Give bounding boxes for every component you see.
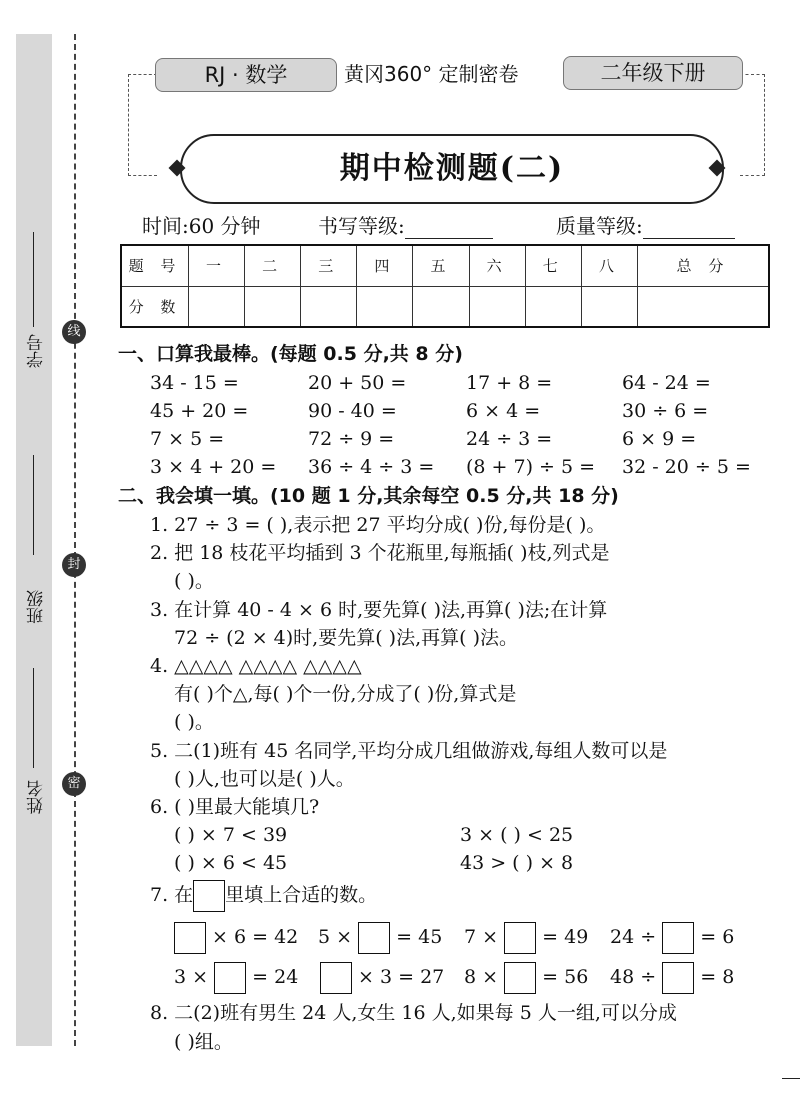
calc-item: 45 + 20 = (150, 400, 249, 422)
score-cell (581, 286, 637, 327)
q7-text: 5 × (318, 926, 353, 948)
calc-item: 72 ÷ 9 = (308, 428, 395, 450)
question-1: 1. 27 ÷ 3 = ( ),表示把 27 平均分成( )份,每份是( )。 (150, 514, 606, 536)
q7-row1-item4 (610, 922, 734, 954)
name-rule (33, 668, 34, 768)
quality-grade (556, 210, 735, 239)
score-cell (189, 286, 245, 327)
writing-grade (318, 210, 493, 239)
q7-text: 8 × (464, 966, 499, 988)
score-cell (469, 286, 525, 327)
header-left-bracket (128, 74, 157, 176)
question-8-line1: 8. 二(2)班有男生 24 人,女生 16 人,如果每 5 人一组,可以分成 (150, 1002, 677, 1024)
q7-text: 3 × (174, 966, 209, 988)
q7-text: 24 ÷ (610, 926, 657, 948)
score-table-header-row (121, 245, 769, 286)
question-5-line2: ( )人,也可以是( )人。 (174, 768, 355, 790)
calc-item: 20 + 50 = (308, 372, 407, 394)
seal-secret-badge: 密 (62, 772, 86, 796)
student-id-label: 学号 (27, 334, 47, 368)
q7-text: = 24 (252, 966, 299, 988)
grade-pill: 二年级下册 (563, 56, 743, 90)
q7-row2-item4 (610, 962, 734, 994)
q7-text: × 6 = 42 (212, 926, 299, 948)
name-label: 姓名 (27, 780, 47, 814)
q7-row2-item1 (174, 962, 298, 994)
q7-text: = 6 (700, 926, 735, 948)
page-title: 期中检测题(二) (180, 134, 724, 204)
answer-box (193, 880, 225, 912)
question-6-item: 3 × ( ) < 25 (460, 824, 574, 846)
question-2-line2: ( )。 (174, 570, 214, 592)
q7-text: = 45 (396, 926, 443, 948)
column-header: 五 (413, 245, 469, 286)
quality-grade-blank (643, 218, 735, 239)
subject-pill: RJ · 数学 (155, 58, 337, 92)
q7-row1-item1 (174, 922, 298, 954)
calc-item: 17 + 8 = (466, 372, 553, 394)
q7-text: = 56 (542, 966, 589, 988)
calc-item: 32 - 20 ÷ 5 = (622, 456, 751, 478)
answer-box (662, 962, 694, 994)
calc-item: 90 - 40 = (308, 400, 397, 422)
question-3-line1: 3. 在计算 40 - 4 × 6 时,要先算( )法,再算( )法;在计算 (150, 599, 608, 621)
question-8-line2: ( )组。 (174, 1031, 233, 1053)
score-cell (413, 286, 469, 327)
calc-item: 6 × 9 = (622, 428, 697, 450)
question-7-suffix: 里填上合适的数。 (225, 884, 378, 906)
seal-seal-badge: 封 (62, 553, 86, 577)
seal-line-badge: 线 (62, 320, 86, 344)
calc-item: 6 × 4 = (466, 400, 541, 422)
question-4-triangles: 4. △△△△ △△△△ △△△△ (150, 655, 362, 677)
question-6-item: ( ) × 7 < 39 (174, 824, 288, 846)
q7-text: = 8 (700, 966, 735, 988)
row-label: 题 号 (121, 245, 189, 286)
calc-item: (8 + 7) ÷ 5 = (466, 456, 596, 478)
answer-box (358, 922, 390, 954)
score-cell (301, 286, 357, 327)
answer-box (320, 962, 352, 994)
score-cell (357, 286, 413, 327)
writing-grade-label: 书写等级: (318, 214, 405, 238)
column-header: 一 (189, 245, 245, 286)
section1-heading: 一、口算我最棒。(每题 0.5 分,共 8 分) (118, 343, 463, 365)
score-cell (525, 286, 581, 327)
q7-row1-item3 (464, 922, 588, 954)
question-3-line2: 72 ÷ (2 × 4)时,要先算( )法,再算( )法。 (174, 627, 518, 649)
answer-box (662, 922, 694, 954)
q7-text: = 49 (542, 926, 589, 948)
answer-box (504, 962, 536, 994)
class-label: 班级 (27, 590, 47, 624)
question-2-line1: 2. 把 18 枝花平均插到 3 个花瓶里,每瓶插( )枝,列式是 (150, 542, 610, 564)
answer-box (504, 922, 536, 954)
calc-item: 24 ÷ 3 = (466, 428, 553, 450)
section2-heading: 二、我会填一填。(10 题 1 分,其余每空 0.5 分,共 18 分) (118, 485, 619, 507)
header-right-bracket (740, 74, 765, 176)
answer-box (174, 922, 206, 954)
column-header: 二 (245, 245, 301, 286)
score-cell (637, 286, 769, 327)
row-label: 分 数 (121, 286, 189, 327)
exam-time: 时间:60 分钟 (142, 214, 261, 238)
class-rule (33, 455, 34, 555)
quality-grade-label: 质量等级: (556, 214, 643, 238)
calc-item: 7 × 5 = (150, 428, 225, 450)
student-id-rule (33, 232, 34, 327)
question-6-item: 43 > ( ) × 8 (460, 852, 574, 874)
column-header: 三 (301, 245, 357, 286)
column-header: 总 分 (637, 245, 769, 286)
column-header: 四 (357, 245, 413, 286)
question-6: 6. ( )里最大能填几? (150, 796, 320, 818)
question-4-line3: ( )。 (174, 711, 214, 733)
question-6-item: ( ) × 6 < 45 (174, 852, 288, 874)
score-table-score-row (121, 286, 769, 327)
question-5-line1: 5. 二(1)班有 45 名同学,平均分成几组做游戏,每组人数可以是 (150, 740, 668, 762)
column-header: 六 (469, 245, 525, 286)
question-7 (150, 880, 377, 912)
calc-item: 36 ÷ 4 ÷ 3 = (308, 456, 435, 478)
column-header: 八 (581, 245, 637, 286)
q7-row2-item3 (464, 962, 588, 994)
score-table (120, 244, 770, 328)
score-cell (245, 286, 301, 327)
brand-text: 黄冈360° 定制密卷 (344, 62, 519, 86)
binding-strip (16, 34, 52, 1046)
calc-item: 30 ÷ 6 = (622, 400, 709, 422)
q7-row2-item2 (320, 962, 444, 994)
question-4-line2: 有( )个△,每( )个一份,分成了( )份,算式是 (174, 683, 517, 705)
page-edge-mark (782, 1078, 800, 1079)
cut-line (74, 34, 76, 1046)
question-7-prefix: 7. 在 (150, 884, 194, 906)
calc-item: 34 - 15 = (150, 372, 239, 394)
calc-item: 3 × 4 + 20 = (150, 456, 277, 478)
answer-box (214, 962, 246, 994)
q7-text: × 3 = 27 (358, 966, 445, 988)
writing-grade-blank (405, 218, 493, 239)
q7-text: 7 × (464, 926, 499, 948)
column-header: 七 (525, 245, 581, 286)
calc-item: 64 - 24 = (622, 372, 711, 394)
q7-row1-item2 (318, 922, 442, 954)
q7-text: 48 ÷ (610, 966, 657, 988)
